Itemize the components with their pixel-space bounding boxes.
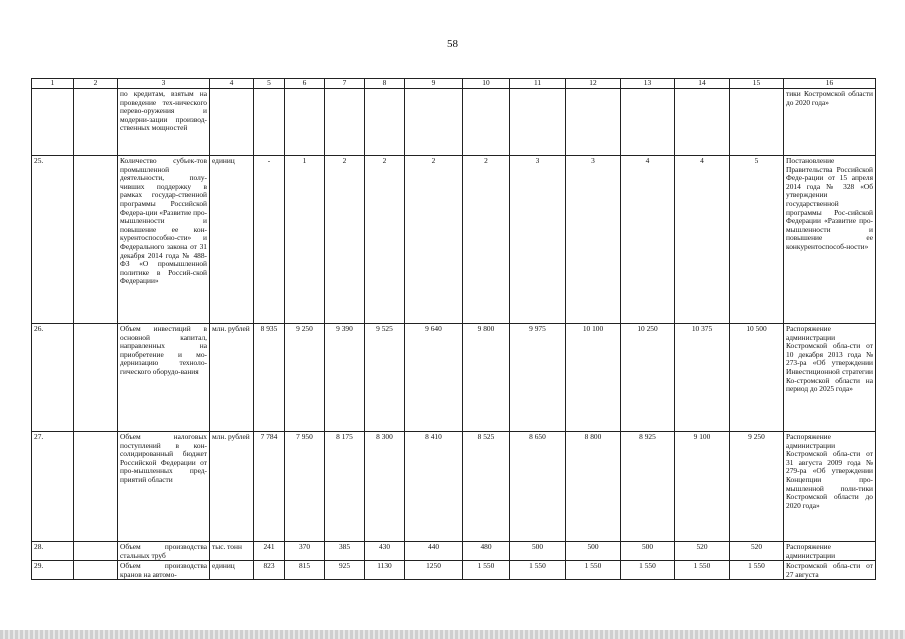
cell-description: Объем производства стальных труб	[118, 542, 210, 561]
cell-value: 2	[463, 156, 510, 324]
table-row	[32, 89, 876, 156]
cell-value: 7 784	[254, 432, 285, 542]
cell-blank	[74, 156, 118, 324]
cell-source: Распоряжение администрации Костромской обла-сти от 10 декабря 2013 года № 273-ра «Об утверждении Инвестиционной стратегии Ко-стромской области на период до 2025 года»	[784, 324, 876, 432]
cell-value: 7 950	[285, 432, 325, 542]
cell-source: Постановление Правительства Российской Феде-рации от 15 апреля 2014 года № 328 «Об утверждении государственной программы Рос-сийской Федерации «Развитие про-мышленности и повышение ее конкурентоспособ-ности»	[784, 156, 876, 324]
header-cell: 6	[285, 79, 325, 89]
cell-description: по кредитам, взятым на проведение тех-нического перево-оружения и модерни-зации производ-ственных мощностей	[118, 89, 210, 156]
cell-source: Распоряжение администрации Костромской обла-сти от 31 августа 2009 года № 279-ра «Об утверждении Концепции про-мышленной поли-тики Костромской области до 2020 года»	[784, 432, 876, 542]
cell-value	[675, 89, 730, 156]
cell-value: 8 300	[365, 432, 405, 542]
cell-value: 9 250	[730, 432, 784, 542]
cell-value: 9 640	[405, 324, 463, 432]
cell-value: 9 800	[463, 324, 510, 432]
cell-value: 3	[566, 156, 621, 324]
cell-value: 823	[254, 561, 285, 580]
cell-no: 28.	[32, 542, 74, 561]
header-cell: 3	[118, 79, 210, 89]
cell-value: 10 250	[621, 324, 675, 432]
header-cell: 2	[74, 79, 118, 89]
cell-value: 500	[621, 542, 675, 561]
cell-value: 5	[730, 156, 784, 324]
cell-unit: млн. рублей	[210, 432, 254, 542]
cell-value: 3	[510, 156, 566, 324]
header-cell: 12	[566, 79, 621, 89]
header-cell: 1	[32, 79, 74, 89]
cell-source: Костромской обла-сти от 27 августа	[784, 561, 876, 580]
scan-edge	[0, 630, 905, 639]
cell-description: Объем инвестиций в основной капитал, направленных на приобретение и мо-дернизацию техноло-гического оборудо-вания	[118, 324, 210, 432]
header-cell: 8	[365, 79, 405, 89]
cell-value	[463, 89, 510, 156]
cell-source: тики Костромской области до 2020 года»	[784, 89, 876, 156]
cell-value	[365, 89, 405, 156]
cell-value	[730, 89, 784, 156]
cell-value: 9 975	[510, 324, 566, 432]
cell-value: 2	[325, 156, 365, 324]
cell-blank	[74, 542, 118, 561]
cell-value: 9 525	[365, 324, 405, 432]
cell-value: 10 375	[675, 324, 730, 432]
cell-value: 9 390	[325, 324, 365, 432]
cell-value: 2	[365, 156, 405, 324]
header-cell: 4	[210, 79, 254, 89]
cell-blank	[74, 89, 118, 156]
cell-value: 480	[463, 542, 510, 561]
header-cell: 11	[510, 79, 566, 89]
cell-value: 500	[510, 542, 566, 561]
cell-value: 1130	[365, 561, 405, 580]
cell-unit: единиц	[210, 561, 254, 580]
cell-value: -	[254, 156, 285, 324]
cell-value: 815	[285, 561, 325, 580]
cell-value: 1 550	[510, 561, 566, 580]
cell-blank	[74, 324, 118, 432]
cell-value: 430	[365, 542, 405, 561]
cell-value: 520	[675, 542, 730, 561]
cell-blank	[74, 561, 118, 580]
cell-value: 9 100	[675, 432, 730, 542]
cell-value: 4	[675, 156, 730, 324]
cell-value: 8 410	[405, 432, 463, 542]
header-cell: 7	[325, 79, 365, 89]
cell-value: 520	[730, 542, 784, 561]
header-cell: 5	[254, 79, 285, 89]
cell-unit: единиц	[210, 156, 254, 324]
header-cell: 16	[784, 79, 876, 89]
cell-value: 10 500	[730, 324, 784, 432]
cell-value: 8 800	[566, 432, 621, 542]
cell-value: 2	[405, 156, 463, 324]
header-cell: 13	[621, 79, 675, 89]
cell-value: 4	[621, 156, 675, 324]
cell-value: 1	[285, 156, 325, 324]
cell-value: 925	[325, 561, 365, 580]
cell-value: 8 525	[463, 432, 510, 542]
cell-blank	[74, 432, 118, 542]
cell-no: 27.	[32, 432, 74, 542]
cell-value: 1 550	[566, 561, 621, 580]
page-number: 58	[447, 38, 458, 50]
cell-value: 10 100	[566, 324, 621, 432]
cell-no: 26.	[32, 324, 74, 432]
header-cell: 10	[463, 79, 510, 89]
header-cell: 9	[405, 79, 463, 89]
cell-no	[32, 89, 74, 156]
cell-no: 25.	[32, 156, 74, 324]
cell-value	[566, 89, 621, 156]
cell-value	[510, 89, 566, 156]
cell-value	[405, 89, 463, 156]
header-cell: 15	[730, 79, 784, 89]
cell-value: 1 550	[675, 561, 730, 580]
cell-value: 440	[405, 542, 463, 561]
cell-unit: тыс. тонн	[210, 542, 254, 561]
header-cell: 14	[675, 79, 730, 89]
cell-value: 1250	[405, 561, 463, 580]
cell-description: Объем налоговых поступлений в кон-солидированный бюджет Российской Федерации от про-мышленных пред-приятий области	[118, 432, 210, 542]
cell-value: 241	[254, 542, 285, 561]
cell-source: Распоряжение администрации	[784, 542, 876, 561]
cell-value	[254, 89, 285, 156]
cell-value: 8 925	[621, 432, 675, 542]
cell-value: 1 550	[621, 561, 675, 580]
table-row	[32, 324, 876, 432]
table-header-row	[32, 79, 876, 89]
cell-value	[285, 89, 325, 156]
cell-unit: млн. рублей	[210, 324, 254, 432]
cell-value: 8 935	[254, 324, 285, 432]
cell-value: 385	[325, 542, 365, 561]
table-row	[32, 156, 876, 324]
cell-value: 9 250	[285, 324, 325, 432]
indicators-table	[31, 78, 876, 580]
cell-value: 8 650	[510, 432, 566, 542]
cell-value: 8 175	[325, 432, 365, 542]
cell-description: Объем производства кранов на автомо-	[118, 561, 210, 580]
table-row	[32, 542, 876, 561]
cell-value	[621, 89, 675, 156]
table-row	[32, 432, 876, 542]
cell-value: 1 550	[730, 561, 784, 580]
cell-value	[325, 89, 365, 156]
cell-description: Количество субъек-тов промышленной деятельности, полу-чивших поддержку в рамках государ-ственной программы Российской Федера-ции «Развитие про-мышленности и повышение ее кон-курентоспособно-сти» и Федерального закона от 31 декабря 2014 года № 488-ФЗ «О промышленной политике в Россий-ской Федерации»	[118, 156, 210, 324]
cell-value: 1 550	[463, 561, 510, 580]
cell-unit	[210, 89, 254, 156]
cell-value: 370	[285, 542, 325, 561]
cell-value: 500	[566, 542, 621, 561]
table-row	[32, 561, 876, 580]
cell-no: 29.	[32, 561, 74, 580]
